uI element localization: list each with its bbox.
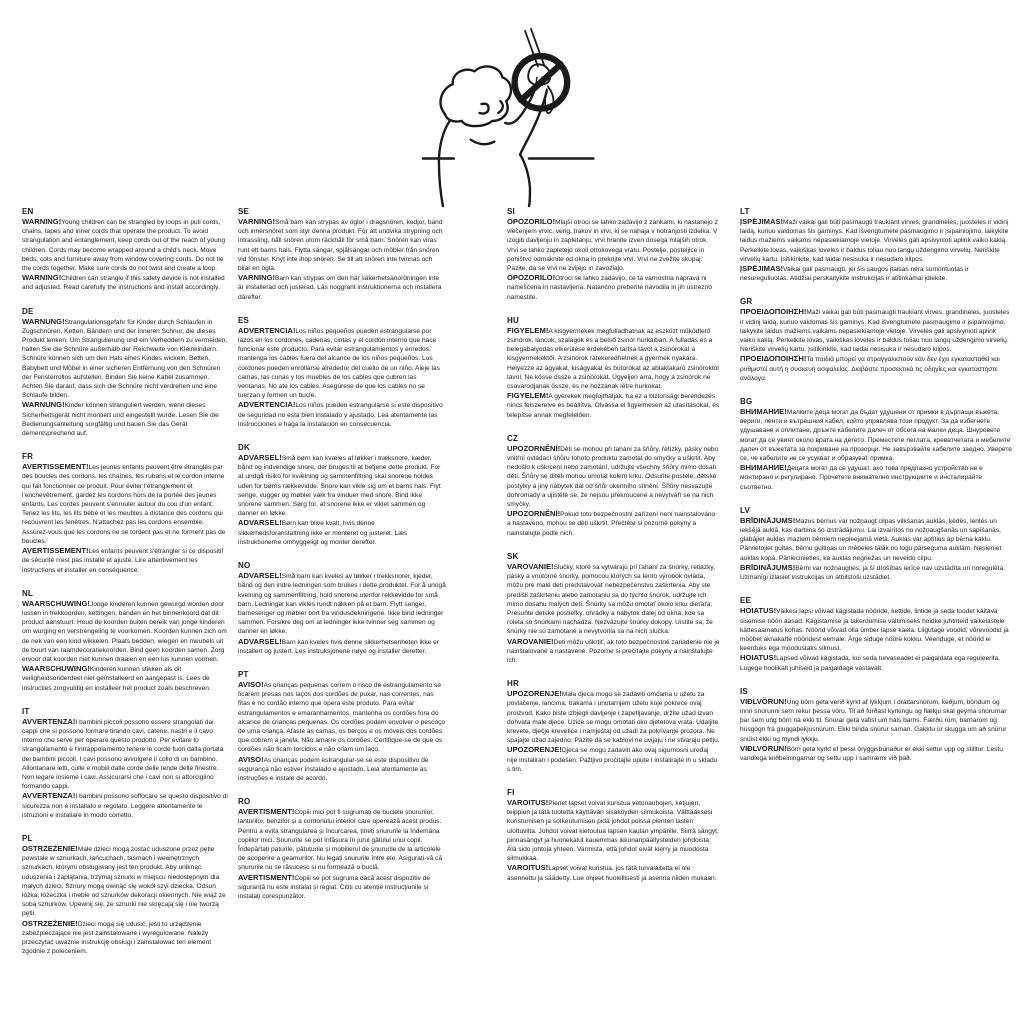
warning-label: AVVERTENZA! xyxy=(22,791,76,801)
warning-text: A gyerekek megfojthatják, ha ez a biztonsági berendezés nincs felszerelve és beállítva. Olvassa el figyelmesen az utasításokat, és telepítse annak megfelelően. xyxy=(507,393,720,419)
warning-paragraph xyxy=(507,444,720,509)
warning-text: Pienet lapset voivat kuristua vetonauhojen, ketjujen, teippien ja tätä tuotetta käyttävän sisäköyden silmukoista. Välttääksesi kuristumisen ja sotkeutumisen pidä johdot poissa pienten lasten ulottuvilta. Johdot voivat kietoutua lapsen kaulan ympärille. Siirrä sängyt, pinnasängyt ja huonekalut kauemmas ikkunanpäällysteiden johdoista. Älä sido johtoja yhteen. Varmista, että johdot eivät kierry ja muodosta silmukkaa. xyxy=(507,799,719,863)
language-code: RO xyxy=(238,797,251,807)
warning-text: I bambini piccoli possono essere strangolati dai cappi che si possono formare tirando cavi, catene, nastri e il cavo interno che serve per operare questo prodotto. Per evitare lo strangolamento e l'intrappolamento tenere le corde fuori dalla portata dei bambini piccoli. I cavi possono avvolgere il collo di un bambino. Allontanare letti, culle e mobili dalle corde delle tende delle finestre. Non legare insieme i cavi. Assicurarsi che i cavi non si attorciglino formando cappi. xyxy=(22,718,224,791)
warning-paragraph xyxy=(507,745,720,774)
prohibition-illustration xyxy=(408,10,652,208)
warning-label: VAROITUS! xyxy=(507,863,549,873)
warning-paragraph xyxy=(238,571,446,636)
illustration-child-cord-warning xyxy=(408,10,652,208)
warning-text: Barn kan kveles hvis denne sikkerhetsenheten ikke er installert og justert. Les instruksjonene nøye og installer deretter. xyxy=(238,638,439,655)
warning-block xyxy=(740,206,1013,283)
warning-label: VAROVANIE! xyxy=(507,561,554,571)
language-code: LV xyxy=(740,505,751,515)
warning-text: Börn geta kyrkt ef þessi öryggisbúnaður er ekki settur upp og stilltur. Lestu vandlega leiðbeiningarnar og settu upp í samræmi við það. xyxy=(740,745,1003,762)
warning-label: UPOZORNĚNÍ! xyxy=(507,509,561,519)
warning-text: Små børn kan kvæles af løkker i træksnore, kæder, bånd og indvendige snore, der bruges til at betjene dette produkt. For at undgå risiko for kvælning og sammenfiltring skal snorene holdes uden for børns rækkevidde. Snore kan vikle sig om et barns hals. Flyt senge, vugger og møbler væk fra vinduer med snore. Bind ikke snorene sammen. Sørg for, at snorene ikke er viklet sammen og danner en løkke. xyxy=(238,455,441,518)
warning-paragraph xyxy=(22,317,230,401)
warning-block xyxy=(22,833,230,956)
warning-label: WAARSCHUWING! xyxy=(22,664,90,674)
warning-label: ΠΡΟΕΙΔΟΠΟΙΗΣΗ! xyxy=(740,307,807,317)
warning-text: Små barn kan strypas av öglor i dragsnören, kedjor, band och innersnöret som styr denna produkt. För att undvika strypning och intrassling, håll snören utom räckhåll för små barn. Snören kan viras runt ett barns hals. Flytta sängar, spjälsängar och möbler från snören vid fönster. Knyt inte ihop snören. Se till att snören inte tvinnas och bilar en ögla. xyxy=(238,219,443,273)
warning-block-body xyxy=(507,689,720,774)
warning-text: Young children can be strangled by loops in pull cords, chains, tapes and inner cords that operate the product. To avoid strangulation and entanglement, keep cords out of the reach of young children. Cords may become wrapped around a child's neck. Move beds, cots and furniture away from window covering cords. Do not tie the cords together. Make sure cords do not twist and create a loop. xyxy=(22,219,226,273)
warning-block xyxy=(740,396,1013,492)
warning-paragraph xyxy=(740,653,1013,672)
warning-label: ΠΡΟΕΙΔΟΠΟΙΗΣΗ! xyxy=(740,354,807,364)
warning-column-1 xyxy=(22,206,230,969)
warning-paragraph xyxy=(238,217,446,273)
warning-block xyxy=(238,669,446,783)
warning-block-body xyxy=(238,326,446,429)
warning-paragraph xyxy=(507,562,720,637)
warning-label: UPOZORENJE! xyxy=(507,745,562,755)
warning-text: Mlajši otroci se lahko zadavijo z zankami, ki nastanejo z vlečenjem vrvic, verig, trakov in vrvi, ki se nahaja v notranjosti izdelka. V izogib davljenju in zapletanju, vrvi hranite izven dosega mlajših otrok. Vrvi se lahko zapletejo okoli otrokovega vratu. Postelje, posteljice in pohištvo odmaknite od okna in prekrijte vrvi. Vrvi ne zvežite skupaj. Pazite, da se vrvi ne zvijejo in zavozlajo. xyxy=(507,219,718,273)
warning-block-body xyxy=(238,680,446,783)
warning-paragraph xyxy=(507,217,720,273)
warning-paragraph xyxy=(238,873,446,902)
warning-paragraph xyxy=(22,273,230,292)
warning-label: ВНИМАНИЕ! xyxy=(740,407,787,417)
warning-label: VARNING! xyxy=(238,273,275,283)
warning-label: ADVARSEL! xyxy=(238,453,282,463)
warning-paragraph xyxy=(22,844,230,919)
warning-paragraph xyxy=(507,863,720,882)
warning-label: OPOZORILO! xyxy=(507,217,556,226)
language-code: NL xyxy=(22,588,34,598)
warning-paragraph xyxy=(740,463,1013,492)
warning-paragraph xyxy=(740,516,1013,563)
warning-label: AVISO! xyxy=(238,754,264,764)
warning-text: Vaikai gali pasmaugti, jei šis saugos įtaisas nėra sumontuotas ir nesureguliuotas. Atidžiai perskaitykite instrukcijas ir atitinkamai įdiekite. xyxy=(740,266,969,283)
warning-paragraph xyxy=(740,606,1013,653)
warning-block xyxy=(740,505,1013,582)
warning-paragraph xyxy=(238,273,446,302)
warning-text: Les enfants peuvent s'étrangler si ce dispositif de sécurité n'est pas installé et ajusté. Lire attentivement les instructions et installer en conséquence. xyxy=(22,548,224,574)
warning-paragraph xyxy=(740,407,1013,463)
warning-paragraph xyxy=(238,400,446,429)
warning-label: VARNING! xyxy=(238,217,275,226)
warning-label: ADVARSEL! xyxy=(238,518,282,528)
language-code: LT xyxy=(740,207,750,216)
warning-block-body xyxy=(740,697,1013,763)
warning-paragraph xyxy=(740,354,1013,383)
warning-text: Kinderen kunnen stikken als dit veiligheidsonderdeel niet geïnstalleerd en aangepast is. Lees de instructies zorgvuldig en installeer het product zoals beschreven. xyxy=(22,666,211,692)
warning-text: Małe dzieci mogą zostać uduszone przez pętle powstałe w sznurkach, łańcuchach, taśmach i wewnętrznych sznurkach, którymi obsługiwany jest ten produkt. Aby uniknąć uduszenia i zaplątania, trzymaj sznurki w miejscu niedostępnym dla małych dzieci. Sznury mogą owinąć się wokół szyi dziecka. Odsuń łóżka, łóżeczka i meble od sznurków dekoracji okiennych. Nie wiąż ze sobą sznurków. Upewnij się, że sznurki nie skręcają się i nie tworzą pętli. xyxy=(22,845,226,918)
warning-text: Otroci se lahko zadavijo, če ta varnostna naprava ni nameščena in nastavljena. Natančno preberite navodila in jih ustrezno namestite. xyxy=(507,275,712,301)
warning-label: WARNING! xyxy=(22,217,62,226)
warning-block xyxy=(22,706,230,820)
warning-block xyxy=(740,296,1013,383)
warning-label: WARNING! xyxy=(22,273,62,283)
warning-paragraph xyxy=(740,217,1013,264)
language-code: PL xyxy=(22,833,33,843)
language-code: SK xyxy=(507,551,519,561)
warning-text: Децата могат да се удушат, ако това предпазно устройство не е монтирано и регулирано. Прочетете внимателно инструкциите и инсталирайте съответно. xyxy=(740,465,983,491)
warning-paragraph xyxy=(507,326,720,391)
warning-label: ĮSPĖJIMAS! xyxy=(740,264,784,274)
warning-text: Copiii se pot sugruma dacă acest dispozitiv de siguranță nu este instalat și reglat. Citiți cu atenție instrucțiunile și instalați corespunzător. xyxy=(238,874,431,900)
warning-text: Mala djeca mogu se zadaviti omčama u užetu za povlačenje, lancima, trakama i unutarnjem užetu koje pokreće ovaj proizvod. Kako biste izbjegli davljenje i zapetljavanje, držite užad izvan dohvata male djece. Uzice se mogu omotati oko djetetova vrata. Udaljite krevete, dječje krevetiće i namještaj od užadi za pokrivanje prozora. Ne spajajte užad zajedno. Pazite da se kablovi ne uvijaju i ne stvaraju petlju. xyxy=(507,691,720,745)
warning-paragraph xyxy=(22,462,230,546)
warning-text: Børn kan blive kvalt, hvis denne sikkerhedsforanstaltning ikke er monteret og justeret. Læs instruktionerne omhyggeligt og monter derefter. xyxy=(238,520,408,546)
warning-block xyxy=(238,442,446,547)
warning-label: ADVARSEL! xyxy=(238,636,282,646)
warning-text: Maži vaikai gali būti pasmaugti traukiant virves, grandinėles, juosteles ir vidinį laidą, kuriuo valdomas šis gaminys. Kad išvengtumėte pasmaugimo ir įsipainiojimo, laikykite laidus mažiems vaikams nepasiekiamoje vietoje. Virvelės gali apsivynioti aplink vaiko kaklą. Perkelkite lovas, vaikiškas loveles ir baldus toliau nuo langų uždengimo virvelių. Neriškite virvelių kartu. Įsitikinkite, kad laidai nesisuka ir nesudaro kilpos. xyxy=(740,219,1009,263)
warning-paragraph xyxy=(22,791,230,820)
warning-block-body xyxy=(22,217,230,293)
warning-text: Τα παιδιά μπορεί να στραγγαλιστούν εάν δεν έχει εγκατασταθεί και ρυθμιστεί αυτή η συσκευή ασφαλείας. Διαβάστε προσεκτικά τις οδηγίες και εγκαταστήστε ανάλογα. xyxy=(740,356,1000,382)
warning-text: As crianças pequenas correm o risco de estrangulamento se ficarem presas nos laços dos cordões de puxar, nas correntes, nas fitas e no cordão interno que opera este produto. Para evitar estrangulamentos e emaranhamentos, mantenha os cordões fora do alcance de crianças pequenas. Os cordões podem envolver o pescoço de uma criança. Afaste as camas, os berços e os móveis dos cordões que cobrem a janela. Não amarre os cordões. Certifique-se de que os cordões não ficam torcidos e não criam um laço. xyxy=(238,681,446,754)
language-code: IT xyxy=(22,706,30,716)
warning-label: VIÐLVÖRUN! xyxy=(740,743,787,753)
warning-paragraph xyxy=(22,664,230,693)
language-code: PT xyxy=(238,669,249,679)
warning-paragraph xyxy=(740,563,1013,582)
warning-paragraph xyxy=(238,637,446,656)
language-code: EE xyxy=(740,596,752,606)
warning-text: Bērni var nožņaugties, ja šī drošības ierīce nav uzstādīta un noregulēta. Uzmanīgi izlasiet instrukcijas un atbilstoši uzstādiet. xyxy=(740,564,1005,582)
warning-paragraph xyxy=(238,755,446,784)
warning-block xyxy=(507,678,720,774)
language-code: DE xyxy=(22,306,34,316)
language-code: BG xyxy=(740,397,753,407)
warning-block-body xyxy=(740,217,1013,283)
warning-block xyxy=(507,787,720,883)
warning-label: WAARSCHUWING! xyxy=(22,598,90,608)
warning-text: Djeca se mogu zadaviti ako ovaj sigurnosni uređaj nije instaliran i podešen. Pažljivo pročitajte upute i instalirajte ih u skladu s tim. xyxy=(507,747,718,773)
warning-text: Väikesi lapsi võivad kägistada nööride, kettide, lintide ja seda toodet käitava sisemise nööri aasad. Kägistamise ja takerdumise vältimiseks hoidke juhtmeid väikelastele kättesaamatus kohas. Nöörid võivad olla ümber lapse kaela. Liigutage voodid, võrevoodid ja mööbel aknakatte nööridest eemale. Ärge siduge nööre kokku. Veenduge, et nöörid ei keerduks ega moodustaks silmust. xyxy=(740,608,1009,653)
warning-paragraph xyxy=(238,518,446,547)
warning-block xyxy=(740,595,1013,672)
language-code: FR xyxy=(22,452,34,462)
warning-block xyxy=(507,551,720,665)
language-code: DK xyxy=(238,443,250,453)
warning-block xyxy=(22,306,230,439)
language-code: HU xyxy=(507,315,519,325)
warning-block-body xyxy=(238,217,446,302)
language-code: CZ xyxy=(507,433,519,443)
warning-text: Maži vaikai gali būti pasmaugti traukiant virves, grandinėles, juosteles ir vidinį laidą, kuriuo valdomas šis gaminys. Kad išvengtumėte pasmaugimo ir įsipainiojimo, laikykite laidus mažiems vaikams nepasiekiamoje vietoje. Virvelės gali apsivynioti aplink vaiko kaklą. Perkelkite lovas, vaikiškas loveles ir baldus toliau nuo langų uždengimo virvelių. Neriškite virvelių kartu. Įsitikinkite, kad laidai nesisuka ir nesudaro kilpos. xyxy=(740,309,1010,354)
warning-paragraph xyxy=(22,217,230,273)
warning-label: ADVERTENCIA! xyxy=(238,325,296,335)
warning-block-body xyxy=(22,717,230,820)
warning-paragraph xyxy=(507,637,720,666)
warning-block xyxy=(507,315,720,420)
warning-label: AVERTISSEMENT! xyxy=(22,462,89,472)
warning-block-body xyxy=(740,606,1013,672)
language-code: GR xyxy=(740,297,753,307)
language-code: HR xyxy=(507,679,519,689)
language-code: SI xyxy=(507,207,515,216)
warning-text: A kisgyermekek megfulladhatnak az eszközt működtető zsinórok, láncok, szalagok és a belső zsinór hurkaiban. A fulladás és a belegabalyodás elkerülése érdekében tartsa távol a zsinórokat a kisgyermekektől. A zsinórok rátekeredhetnek a gyermek nyakára. Helyezze az ágyakat, kiságyakat és bútorokat az ablaktakaró zsinóroktól távol. Ne kösse össze a zsinórokat. Ügyeljen arra, hogy a zsinórok ne csavarodjanak össze, és ne hozzanak létre hurkokat. xyxy=(507,327,719,391)
warning-text: Малките деца могат да бъдат удушени от примки в дърпащи въжета, вериги, ленти и вътрешния кабел, който управлява този продукт. За да избегнете удушаване и оплитане, дръжте кабелите далеч от обсега на малки деца. Шнуровете могат да се увият около врата на детето. Преместете леглата, креватчетата и мебелите далеч от въжетата за покриване на прозорци. Не завързвайте кабелите заедно. Уверете се, че кабелите не се усукват и образуват примка. xyxy=(740,409,1012,463)
warning-paragraph xyxy=(238,326,446,401)
language-code: EN xyxy=(22,207,34,216)
warning-label: FIGYELEM! xyxy=(507,325,549,335)
warning-text: Lapsed võivad kägistada, kui seda turvaseadet ei paigaldata ega reguleerita. Lugege hoolikalt juhiseid ja paigaldage vastavalt. xyxy=(740,655,1001,672)
warning-block-body xyxy=(22,462,230,574)
warning-block-body xyxy=(507,444,720,538)
warning-paragraph xyxy=(740,307,1013,354)
warning-block-body xyxy=(238,807,446,901)
warning-block xyxy=(507,433,720,538)
warning-label: ВНИМАНИЕ! xyxy=(740,463,787,473)
warning-block-body xyxy=(740,516,1013,582)
warning-paragraph xyxy=(22,919,230,957)
warning-label: AVERTISMENT! xyxy=(238,807,295,817)
warning-text: Dzieci mogą się udusić, jeśli to urządzenie zabezpieczające nie jest zainstalowane i wyregulowane. Należy przeczytać uważnie instrukcję obsługi i zainstalować ten element zgodnie z poleceniem. xyxy=(22,920,212,956)
warning-paragraph xyxy=(507,798,720,863)
warning-paragraph xyxy=(740,744,1013,763)
warning-label: UPOZORENJE! xyxy=(507,689,562,699)
warning-text: Små barn kan kveles av løkker i trekksnorer, kjeder, bånd og den indre ledningen som brukes i dette produktet. For å unngå kvelning og sammenfiltring, hold snorene utenfor rekkevidde for små barn. Ledninger kan vikles rundt nakken på et barn. Flytt senger, barnesenger og møbler bort fra vindusdekningene. Ikke bind ledninger sammen. Forsikre deg om at ledninger ikke tvinner seg sammen og danner en løkke. xyxy=(238,573,446,636)
warning-block xyxy=(22,206,230,293)
warning-block xyxy=(238,206,446,302)
warning-label: AVISO! xyxy=(238,679,264,689)
warning-column-3 xyxy=(507,206,720,896)
warning-label: HOIATUS! xyxy=(740,606,777,616)
warning-text: Barn kan strypas om den här säkerhetsanordningen inte är installerad och justerad. Läs noggrant instruktionerna och installera därefter. xyxy=(238,275,442,301)
warning-block-body xyxy=(740,407,1013,492)
warning-block xyxy=(740,686,1013,763)
warning-paragraph xyxy=(238,807,446,872)
warning-block-body xyxy=(507,326,720,420)
warning-block-body xyxy=(507,217,720,302)
warning-block xyxy=(238,560,446,656)
warning-text: Děti se mohou při tahání za šňůry, řetízky, pásky nebo vnitřní ovládací šňůru tohoto produktu zamotat do smyčky a uškrtit. Aby nedošlo k uškrcení nebo zamotání, udržujte všechny šňůry mimo dosah dětí. Šňůry se dítěti mohou omotat kolem krku. Odsuňte postele, dětské postýlky a jiný nábytek dál od šňůr okenního stínění. Šňůry nesvazujte dohromady a ujistěte se, že nejsou překroucené a nevytváří se na nich smyčky. xyxy=(507,445,719,509)
warning-text: Children can strangle if this safety device is not installed and adjusted. Read carefully the instructions and install accordingly. xyxy=(22,275,225,292)
warning-label: AVERTISSEMENT! xyxy=(22,546,89,556)
warning-text: Los niños pueden estrangularse si este dispositivo de seguridad no está bien instalado y ajustado. Lea atentamente las instrucciones e haga la instalación en consecuencia. xyxy=(238,402,443,428)
warning-text: Les jeunes enfants peuvent être étranglés par des boucles des cordons, les chaînes, les rubans et le cordon interne qui fait fonctionner ce produit. Pour éviter l'étranglement et l'enchevêtrement, gardez les cordons hors de la portée des jeunes enfants. Les cordes peuvent s'enrouler autour du cou d'un enfant. Tenez les lits, les lits bébé et les meubles à distance des cordons qui recouvrent les fenêtres. N'attachez pas les cordons ensemble. Assurez-vous que les cordons ne se tordent pas et ne forment pas de boucles. xyxy=(22,464,226,545)
warning-text: Ung börn geta verið kyrkt af lykkjum í dráttarsnúrum, keðjum, böndum og innri snúrunni sem rekur þessa vöru. Til að forðast kyrkingu og flækju skal geyma snúrurnar þar sem ung börn ná ekki til. Snúrar geta vafist um háls barns. Færðu rúm, barnarúm og húsgögn frá gluggaþekjusnúrum. Ekki binda snúrur saman. Gakktu úr skugga um að snúrur snúist ekki og myndi lykkju. xyxy=(740,698,1007,743)
warning-label: OSTRZEŻENIE! xyxy=(22,918,78,928)
warning-text: Pokud toto bezpečnostní zařízení není nainstalováno a nastaveno, mohou se děti uškrtit. Přečtěte si pozorně pokyny a nainstalujte podle nich. xyxy=(507,511,716,537)
warning-text: Jonge kinderen kunnen gewurgd worden door lussen in trekkoorden, kettingen, banden en het binnenkoord dat dit product aanstuurt. Houd de koorden buiten bereik van jonge kinderen om wurging en verstrengeling te voorkomen. Koorden kunnen zich om de nek van een kind wikkelen. Plaats bedden, wiegen en meubels uit de buurt van raamdecoratiekoorden. Bind geen koorden samen. Zorg ervoor dat koorden niet kunnen draaien en een lus kunnen vormen. xyxy=(22,600,227,663)
warning-block-body xyxy=(238,453,446,547)
warning-label: ADVERTENCIA! xyxy=(238,400,296,410)
warning-block-body xyxy=(740,307,1013,383)
warning-text: As crianças podem estrangular-se se este dispositivo de segurança não estiver instalado e ajustado. Leia atentamente as instruções e instale de acordo. xyxy=(238,756,429,782)
warning-label: BRĪDINĀJUMS! xyxy=(740,515,796,525)
warning-label: UPOZORNĚNÍ! xyxy=(507,443,561,453)
warning-label: AVVERTENZA! xyxy=(22,716,76,726)
warning-block xyxy=(22,451,230,574)
warning-label: ĮSPĖJIMAS! xyxy=(740,217,784,226)
warning-block xyxy=(22,588,230,693)
warning-paragraph xyxy=(22,546,230,575)
warning-block-body xyxy=(22,844,230,956)
warning-label: VAROVANIE! xyxy=(507,636,554,646)
warning-label: HOIATUS! xyxy=(740,653,777,663)
warning-block-body xyxy=(238,571,446,656)
warning-text: Lapset voivat kuristua, jos tätä turvalaitetta ei ole asennettu ja säädetty. Lue ohjeet huolellisesti ja asenna niiden mukaan. xyxy=(507,865,717,882)
warning-block-body xyxy=(507,798,720,883)
warning-text: I bambini possono soffocare se questo dispositivo di sicurezza non è installato e regolato. Leggere attentamente le istruzioni e installare in modo corretto. xyxy=(22,793,228,819)
language-code: IS xyxy=(740,686,748,696)
warning-block-body xyxy=(22,599,230,693)
warning-paragraph xyxy=(507,391,720,420)
warning-column-2 xyxy=(238,206,446,914)
warning-block-body xyxy=(507,562,720,665)
warning-block-body xyxy=(22,317,230,439)
warning-paragraph xyxy=(507,689,720,745)
language-code: SE xyxy=(238,207,250,216)
warning-paragraph xyxy=(507,273,720,302)
warning-paragraph xyxy=(238,453,446,518)
warning-label: AVERTISMENT! xyxy=(238,872,295,882)
warning-text: Slučky, ktoré sa vytvárajú pri ťahaní za šnúrky, retiazky, pásky a vnútorné šnúrky, pomocou ktorých sa tento výrobok ovláda, môžu pre malé deti predstavovať nebezpečenstvo zaškrtenia. Aby ste predišli zaškrteniu alebo zamotaniu sa do týchto šnúrok, udržujte ich mimo dosahu malých detí. Šnúrky sa môžu omotať okolo krku dieťaťa. Presuňte detské postieľky, ohrádky a nábytok ďalej od okna, kde sa roleta so šnúrkami nachádza. Nezväzujte šnúrky dokopy. Uistite sa, že šnúrky nie sú zamotané a nevytvorila sa na nich slučka. xyxy=(507,563,716,636)
language-code: ES xyxy=(238,315,250,325)
warning-paragraph xyxy=(22,599,230,664)
warning-paragraph xyxy=(740,264,1013,283)
warning-text: Strangulationsgefahr für Kinder durch Schlaufen in Zugschnüren, Ketten, Bändern und der inneren Schnur, die dieses Produkt lenken. Um Strangulierung und ein Verheddern zu vermeiden, halten Sie die Schnüre außerhalb der Reichweite von Kleinkindern. Schnüre können sich um den Hals eines Kindes wickeln. Betten, Babybett und Möbel in einer sicheren Entfernung von den Schnüren der Fensterrollos aufstellen. Binden Sie keine Kabel zusammen. Achten Sie darauf, dass sich die Schnüre nicht verdrehen und eine Schlaufe bilden. xyxy=(22,318,228,400)
language-code: FI xyxy=(507,787,515,797)
warning-label: VIÐLVÖRUN! xyxy=(740,696,787,706)
warning-paragraph xyxy=(740,697,1013,744)
warning-label: WARNUNG! xyxy=(22,400,65,410)
warning-block xyxy=(507,206,720,302)
warning-paragraph xyxy=(507,509,720,538)
warning-text: Mazus bērnus var nožņaugt cilpas vilkšanas auklās, ķēdēs, lentēs un iekšējā auklā, kas darbina šo izstrādājumu. Lai izvairītos no nožņaugšanās un sapīšanās, glabājiet auklas maziem bērniem nepieejamā vietā. Auklas var aptīties ap bērna kaklu. Pārvietojiet gultas, bērnu gultiņas un mēbeles tālāk no logu pārseguma auklām. Nesieniet auklas kopā. Pārliecinieties, ka auklas negriežas un neveido cilpu. xyxy=(740,517,1002,562)
warning-text: Los niños pequeños pueden estrangularse por lazos en los cordones, cadenas, cintas y el cordón interno que hace funcionar este producto. Para evitar estrangulamientos y enredos, mantenga los cables fuera del alcance de los niños pequeños. Los cordones pueden enrollarse alrededor del cuello de un niño. Aleje las camas, las cunas y los muebles de los cables que cubren las ventanas. No ate los cables. Asegúrese de que los cables no se tuerzan y formen un bucle. xyxy=(238,327,440,400)
warning-paragraph xyxy=(22,717,230,792)
warning-column-4 xyxy=(740,206,1013,776)
warning-label: WARNUNG! xyxy=(22,316,65,326)
warning-block xyxy=(238,315,446,429)
warning-label: OPOZORILO! xyxy=(507,273,556,283)
warning-label: OSTRZEŻENIE! xyxy=(22,843,78,853)
warning-label: ADVARSEL! xyxy=(238,571,282,581)
warning-text: Copiii mici pot fi sugrumați de buclele șnururilor, lanțurilor, benzilor și a cordonului interior care operează acest produs. Pentru a evita strangularea și încurcarea, țineți șnururile la îndemâna copiilor mici. Șnururile se pot înfășura în jurul gâtului unui copil. Îndepărtați paturile, pătuțurile și mobilierul de șnururile de la articolele de acoperire a geamurilor. Nu legați șnururile între ele. Asigurați-vă că șnururile nu se răsucesc și nu formează o buclă. xyxy=(238,809,443,872)
warning-paragraph xyxy=(22,400,230,438)
language-code: NO xyxy=(238,561,251,571)
warning-label: VAROITUS! xyxy=(507,797,549,807)
warning-label: BRĪDINĀJUMS! xyxy=(740,562,796,572)
warning-paragraph xyxy=(238,680,446,755)
warning-text: Kinder können stranguliert werden, wenn dieses Sicherheitsgerät nicht montiert und eingestellt wurde. Lesen Sie die Bedienungsanleitung sorgfältig und bauen Sie das Gerät dementsprechend auf. xyxy=(22,402,219,438)
warning-label: FIGYELEM! xyxy=(507,391,549,401)
warning-block xyxy=(238,796,446,901)
warning-text: Deti môžu uškrtiť, ak toto bezpečnostné zariadenie nie je nainštalované a nastavené. Pozorne si prečítajte pokyny a nainštalujte ich. xyxy=(507,638,720,664)
